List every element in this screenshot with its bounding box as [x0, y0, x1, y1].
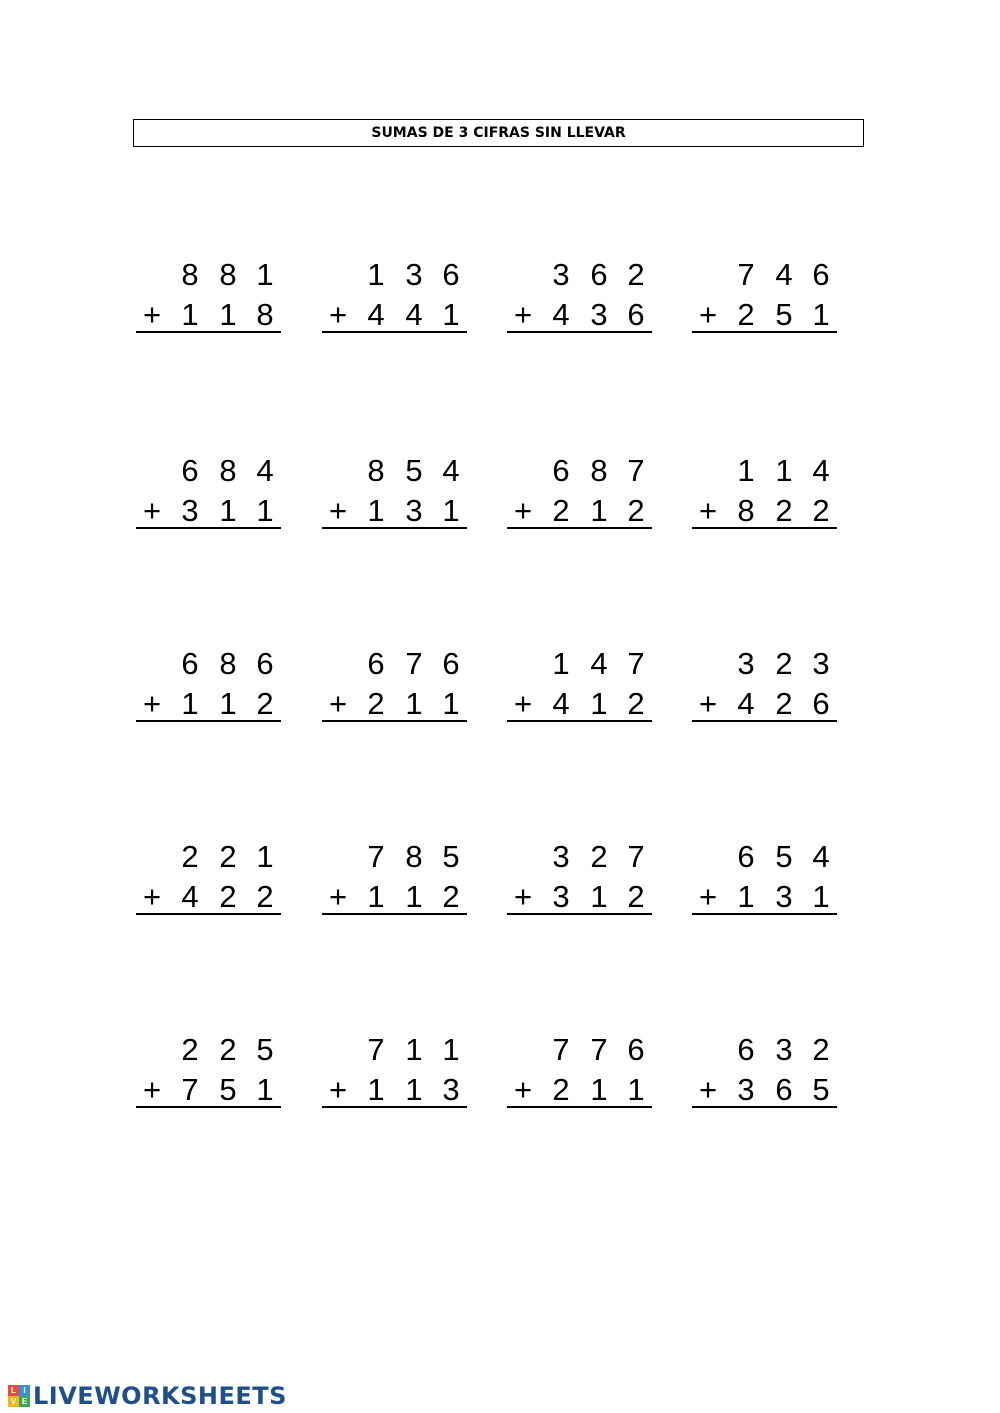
- digit: 2: [219, 879, 237, 914]
- plus-sign: +: [328, 493, 348, 528]
- digit: 3: [590, 297, 608, 332]
- addition-problem: [692, 451, 837, 531]
- addend-top: [507, 1030, 652, 1070]
- sum-line: [692, 527, 837, 529]
- addend-top: [692, 255, 837, 295]
- digit: 6: [775, 1072, 793, 1107]
- addend-top: [507, 644, 652, 684]
- digit: 6: [812, 686, 830, 721]
- sum-line: [507, 1106, 652, 1108]
- digit: 2: [737, 297, 755, 332]
- addend-bottom: [507, 491, 652, 531]
- addend-top: [322, 837, 467, 877]
- addend-bottom: [692, 877, 837, 917]
- addition-problem: [136, 1030, 281, 1110]
- digit: 3: [737, 646, 755, 681]
- addend-top: [136, 1030, 281, 1070]
- digit: 2: [181, 1032, 199, 1067]
- sum-line: [136, 913, 281, 915]
- digit: 2: [219, 1032, 237, 1067]
- digit: 1: [405, 1072, 423, 1107]
- addition-problem: [692, 837, 837, 917]
- sum-line: [136, 527, 281, 529]
- sum-line: [322, 1106, 467, 1108]
- digit: 1: [442, 493, 460, 528]
- addition-problem: [507, 1030, 652, 1110]
- addition-problem: [136, 837, 281, 917]
- digit: 2: [775, 493, 793, 528]
- digit: 1: [256, 257, 274, 292]
- plus-sign: +: [698, 879, 718, 914]
- digit: 1: [627, 1072, 645, 1107]
- digit: 4: [775, 257, 793, 292]
- addend-top: [136, 837, 281, 877]
- digit: 4: [737, 686, 755, 721]
- digit: 7: [627, 839, 645, 874]
- digit: 1: [590, 1072, 608, 1107]
- digit: 7: [181, 1072, 199, 1107]
- liveworksheets-logo: [8, 1381, 287, 1411]
- digit: 3: [181, 493, 199, 528]
- plus-sign: +: [142, 879, 162, 914]
- digit: 5: [442, 839, 460, 874]
- digit: 1: [812, 297, 830, 332]
- sum-line: [136, 720, 281, 722]
- addend-bottom: [136, 877, 281, 917]
- digit: 2: [442, 879, 460, 914]
- addend-top: [136, 644, 281, 684]
- digit: 5: [812, 1072, 830, 1107]
- addend-bottom: [322, 295, 467, 335]
- digit: 1: [219, 686, 237, 721]
- digit: 6: [737, 839, 755, 874]
- digit: 3: [552, 839, 570, 874]
- digit: 1: [367, 493, 385, 528]
- digit: 1: [405, 686, 423, 721]
- digit: 2: [219, 839, 237, 874]
- digit: 1: [181, 297, 199, 332]
- digit: 2: [812, 1032, 830, 1067]
- addend-bottom: [507, 877, 652, 917]
- addend-bottom: [136, 1070, 281, 1110]
- addition-problem: [322, 837, 467, 917]
- addend-bottom: [692, 491, 837, 531]
- digit: 2: [256, 879, 274, 914]
- plus-sign: +: [142, 1072, 162, 1107]
- plus-sign: +: [513, 297, 533, 332]
- digit: 6: [737, 1032, 755, 1067]
- sum-line: [692, 1106, 837, 1108]
- digit: 4: [256, 453, 274, 488]
- sum-line: [507, 720, 652, 722]
- digit: 7: [627, 453, 645, 488]
- sum-line: [322, 913, 467, 915]
- digit: 1: [552, 646, 570, 681]
- sum-line: [507, 527, 652, 529]
- plus-sign: +: [698, 686, 718, 721]
- addend-bottom: [322, 684, 467, 724]
- addition-problem: [322, 255, 467, 335]
- addend-bottom: [692, 1070, 837, 1110]
- digit: 8: [219, 453, 237, 488]
- digit: 1: [367, 879, 385, 914]
- digit: 4: [812, 453, 830, 488]
- digit: 6: [552, 453, 570, 488]
- plus-sign: +: [142, 493, 162, 528]
- addition-problem: [692, 255, 837, 335]
- plus-sign: +: [513, 879, 533, 914]
- digit: 7: [367, 1032, 385, 1067]
- digit: 1: [737, 453, 755, 488]
- digit: 2: [627, 257, 645, 292]
- liveworksheets-logo-icon: L I V E: [8, 1385, 30, 1407]
- addition-problem: [136, 644, 281, 724]
- addend-top: [136, 451, 281, 491]
- digit: 8: [367, 453, 385, 488]
- digit: 3: [552, 879, 570, 914]
- sum-line: [322, 720, 467, 722]
- digit: 1: [590, 879, 608, 914]
- addend-top: [692, 837, 837, 877]
- addend-bottom: [692, 684, 837, 724]
- plus-sign: +: [142, 686, 162, 721]
- addition-problem: [322, 1030, 467, 1110]
- sum-line: [692, 720, 837, 722]
- addition-problem: [322, 451, 467, 531]
- digit: 7: [627, 646, 645, 681]
- addend-top: [322, 255, 467, 295]
- digit: 2: [627, 879, 645, 914]
- addend-bottom: [692, 295, 837, 335]
- sum-line: [322, 331, 467, 333]
- digit: 2: [181, 839, 199, 874]
- digit: 4: [552, 686, 570, 721]
- digit: 1: [775, 453, 793, 488]
- digit: 1: [405, 879, 423, 914]
- addend-bottom: [136, 295, 281, 335]
- digit: 1: [737, 879, 755, 914]
- digit: 2: [812, 493, 830, 528]
- plus-sign: +: [328, 297, 348, 332]
- digit: 3: [442, 1072, 460, 1107]
- digit: 1: [219, 493, 237, 528]
- addend-top: [322, 1030, 467, 1070]
- digit: 7: [405, 646, 423, 681]
- digit: 6: [627, 1032, 645, 1067]
- addition-problem: [692, 1030, 837, 1110]
- digit: 5: [256, 1032, 274, 1067]
- digit: 7: [552, 1032, 570, 1067]
- digit: 8: [219, 646, 237, 681]
- addition-problem: [692, 644, 837, 724]
- digit: 3: [737, 1072, 755, 1107]
- worksheet-title: SUMAS DE 3 CIFRAS SIN LLEVAR: [133, 119, 864, 147]
- addend-bottom: [507, 1070, 652, 1110]
- digit: 8: [590, 453, 608, 488]
- digit: 1: [256, 493, 274, 528]
- digit: 1: [256, 839, 274, 874]
- digit: 2: [256, 686, 274, 721]
- addition-problem: [136, 255, 281, 335]
- digit: 5: [775, 839, 793, 874]
- addend-bottom: [322, 491, 467, 531]
- addend-top: [692, 451, 837, 491]
- addition-problem: [136, 451, 281, 531]
- plus-sign: +: [698, 493, 718, 528]
- addend-top: [322, 644, 467, 684]
- digit: 3: [812, 646, 830, 681]
- digit: 1: [590, 686, 608, 721]
- plus-sign: +: [142, 297, 162, 332]
- addition-problem: [507, 255, 652, 335]
- digit: 2: [775, 686, 793, 721]
- addend-bottom: [322, 877, 467, 917]
- digit: 8: [181, 257, 199, 292]
- digit: 6: [181, 646, 199, 681]
- plus-sign: +: [698, 1072, 718, 1107]
- digit: 6: [256, 646, 274, 681]
- digit: 4: [405, 297, 423, 332]
- addend-top: [507, 451, 652, 491]
- digit: 6: [812, 257, 830, 292]
- sum-line: [136, 1106, 281, 1108]
- digit: 2: [367, 686, 385, 721]
- digit: 5: [219, 1072, 237, 1107]
- digit: 6: [442, 257, 460, 292]
- addition-problem: [507, 451, 652, 531]
- digit: 2: [627, 493, 645, 528]
- addend-top: [322, 451, 467, 491]
- sum-line: [136, 331, 281, 333]
- sum-line: [507, 913, 652, 915]
- addition-problem: [507, 837, 652, 917]
- digit: 4: [367, 297, 385, 332]
- digit: 1: [442, 1032, 460, 1067]
- digit: 4: [590, 646, 608, 681]
- digit: 7: [590, 1032, 608, 1067]
- addend-bottom: [322, 1070, 467, 1110]
- plus-sign: +: [328, 879, 348, 914]
- digit: 1: [181, 686, 199, 721]
- digit: 1: [812, 879, 830, 914]
- digit: 1: [367, 1072, 385, 1107]
- addend-top: [507, 255, 652, 295]
- plus-sign: +: [328, 686, 348, 721]
- digit: 1: [219, 297, 237, 332]
- digit: 8: [256, 297, 274, 332]
- addend-bottom: [136, 491, 281, 531]
- digit: 3: [775, 879, 793, 914]
- digit: 4: [552, 297, 570, 332]
- sum-line: [692, 913, 837, 915]
- addend-top: [136, 255, 281, 295]
- digit: 3: [405, 257, 423, 292]
- plus-sign: +: [698, 297, 718, 332]
- addend-top: [507, 837, 652, 877]
- digit: 2: [590, 839, 608, 874]
- addend-top: [692, 644, 837, 684]
- digit: 3: [775, 1032, 793, 1067]
- digit: 3: [405, 493, 423, 528]
- digit: 6: [590, 257, 608, 292]
- digit: 1: [442, 686, 460, 721]
- digit: 7: [367, 839, 385, 874]
- digit: 8: [737, 493, 755, 528]
- plus-sign: +: [513, 1072, 533, 1107]
- plus-sign: +: [513, 493, 533, 528]
- digit: 6: [181, 453, 199, 488]
- sum-line: [692, 331, 837, 333]
- digit: 4: [181, 879, 199, 914]
- digit: 1: [256, 1072, 274, 1107]
- digit: 6: [442, 646, 460, 681]
- addition-problem: [507, 644, 652, 724]
- addend-bottom: [507, 684, 652, 724]
- digit: 4: [442, 453, 460, 488]
- digit: 2: [775, 646, 793, 681]
- digit: 8: [219, 257, 237, 292]
- digit: 6: [627, 297, 645, 332]
- addition-problem: [322, 644, 467, 724]
- addend-top: [692, 1030, 837, 1070]
- digit: 5: [775, 297, 793, 332]
- plus-sign: +: [513, 686, 533, 721]
- plus-sign: +: [328, 1072, 348, 1107]
- digit: 1: [367, 257, 385, 292]
- digit: 1: [405, 1032, 423, 1067]
- addend-bottom: [136, 684, 281, 724]
- digit: 7: [737, 257, 755, 292]
- digit: 3: [552, 257, 570, 292]
- digit: 8: [405, 839, 423, 874]
- addend-bottom: [507, 295, 652, 335]
- digit: 2: [627, 686, 645, 721]
- digit: 4: [812, 839, 830, 874]
- digit: 6: [367, 646, 385, 681]
- sum-line: [322, 527, 467, 529]
- digit: 1: [442, 297, 460, 332]
- digit: 2: [552, 493, 570, 528]
- brand-name: LIVEWORKSHEETS: [33, 1382, 287, 1410]
- digit: 1: [590, 493, 608, 528]
- digit: 2: [552, 1072, 570, 1107]
- sum-line: [507, 331, 652, 333]
- digit: 5: [405, 453, 423, 488]
